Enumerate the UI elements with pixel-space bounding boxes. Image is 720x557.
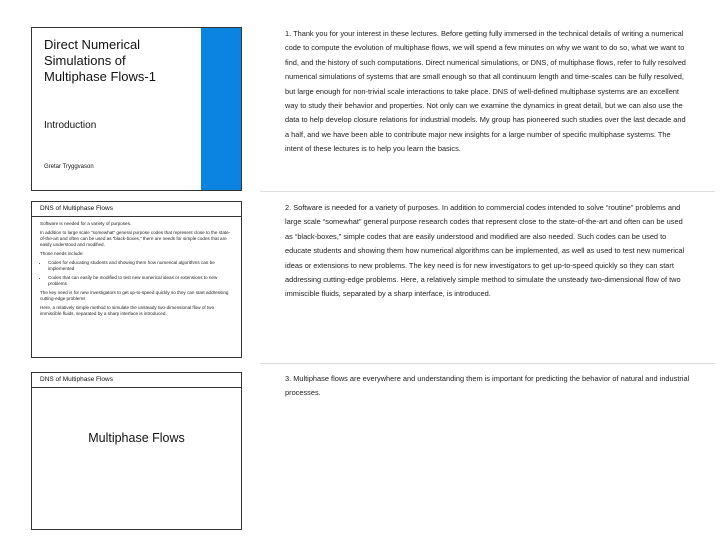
section-divider	[260, 363, 715, 364]
slide-1-thumbnail	[31, 27, 242, 191]
slide-accent-band	[201, 28, 241, 190]
slide-2-thumbnail	[31, 201, 242, 358]
slide-header: DNS of Multiphase Flows	[32, 373, 241, 388]
slide-body	[32, 217, 241, 317]
slide-3-thumbnail	[31, 372, 242, 530]
note-3: 3. Multiphase flows are everywhere and understanding them is important for predicting the behavior of natural and industrial processes.	[285, 374, 690, 398]
slide-paragraph: Software is needed for a variety of purposes.	[40, 221, 132, 226]
slide-bullet: • Codes for educating students and showing them how numerical algorithms can be implemented	[48, 260, 235, 272]
slide-big-text: Multiphase Flows	[88, 431, 185, 445]
slide-paragraph: Those needs include:	[40, 251, 84, 256]
note-2: 2. Software is needed for a variety of purposes. In addition to commercial codes intended to solve “routine” problems and large scale “somewhat” general purpose research codes that represent close to the state-of-the-art and often can be used as “black-boxes,” simple codes that are easily understood and modified are also needed. Such codes can be used to educate students and showing them how numerical algorithms can be implemented, as well as used to test new numerical ideas or extensions to new problems. The key need is for new investigators to get up-to-speed quickly so they can start addressing cutting-edge problems. Here, a relatively simple method to simulate the unsteady two-dimensional flow of two immiscible fluids, separated by a sharp interface, is introduced.	[285, 203, 685, 299]
slide-subtitle: Introduction	[44, 120, 97, 131]
slide-paragraph: In addition to large scale “somewhat” general purpose codes that represent close to the state-of-the-art and often can be used as “black-boxes,” there are needs for simple codes that are easily understood and modified.	[40, 230, 231, 247]
slide-paragraph: Here, a relatively simple method to simulate the unsteady two-dimensional flow of two immiscible fluids, separated by a sharp interface is introduced.	[40, 305, 215, 316]
slide-paragraph: The key need is for new investigators to get up-to-speed quickly so they can start addressing cutting-edge problems	[40, 290, 229, 301]
slide-bullet-list	[40, 260, 235, 287]
slide-header: DNS of Multiphase Flows	[32, 202, 241, 217]
note-1: 1. Thank you for your interest in these lectures. Before getting fully immersed in the technical details of writing a numerical code to compute the evolution of multiphase flows, we will spend a few minutes on why we want to do so, what we want to find, and the history of such computations. Direct numerical simulations, or DNS, of multiphase flows, refer to fully resolved numerical simulations of systems that are small enough so that all continuum length and time-scales can be fully resolved, but large enough for non-trivial scale interactions to take place. DNS of well-defined multiphase systems are an excellent way to study their behavior and properties. Not only can we examine the dynamics in great detail, but we can also use the data to help develop closure relations for industrial models. My group has pioneered such studies over the last decade and a half, and we have been able to contribute major new insights for a large number of specific multiphase systems. The intent of these lectures is to help you learn the basics.	[285, 29, 686, 154]
slide-author: Gretar Tryggvason	[44, 164, 94, 170]
slide-title: Direct Numerical Simulations of Multiphase Flows-1	[44, 37, 156, 84]
slide-bullet: • Codes that can easily be modified to test new numerical ideas or extensions to new problems	[48, 275, 235, 287]
section-divider	[260, 191, 715, 192]
